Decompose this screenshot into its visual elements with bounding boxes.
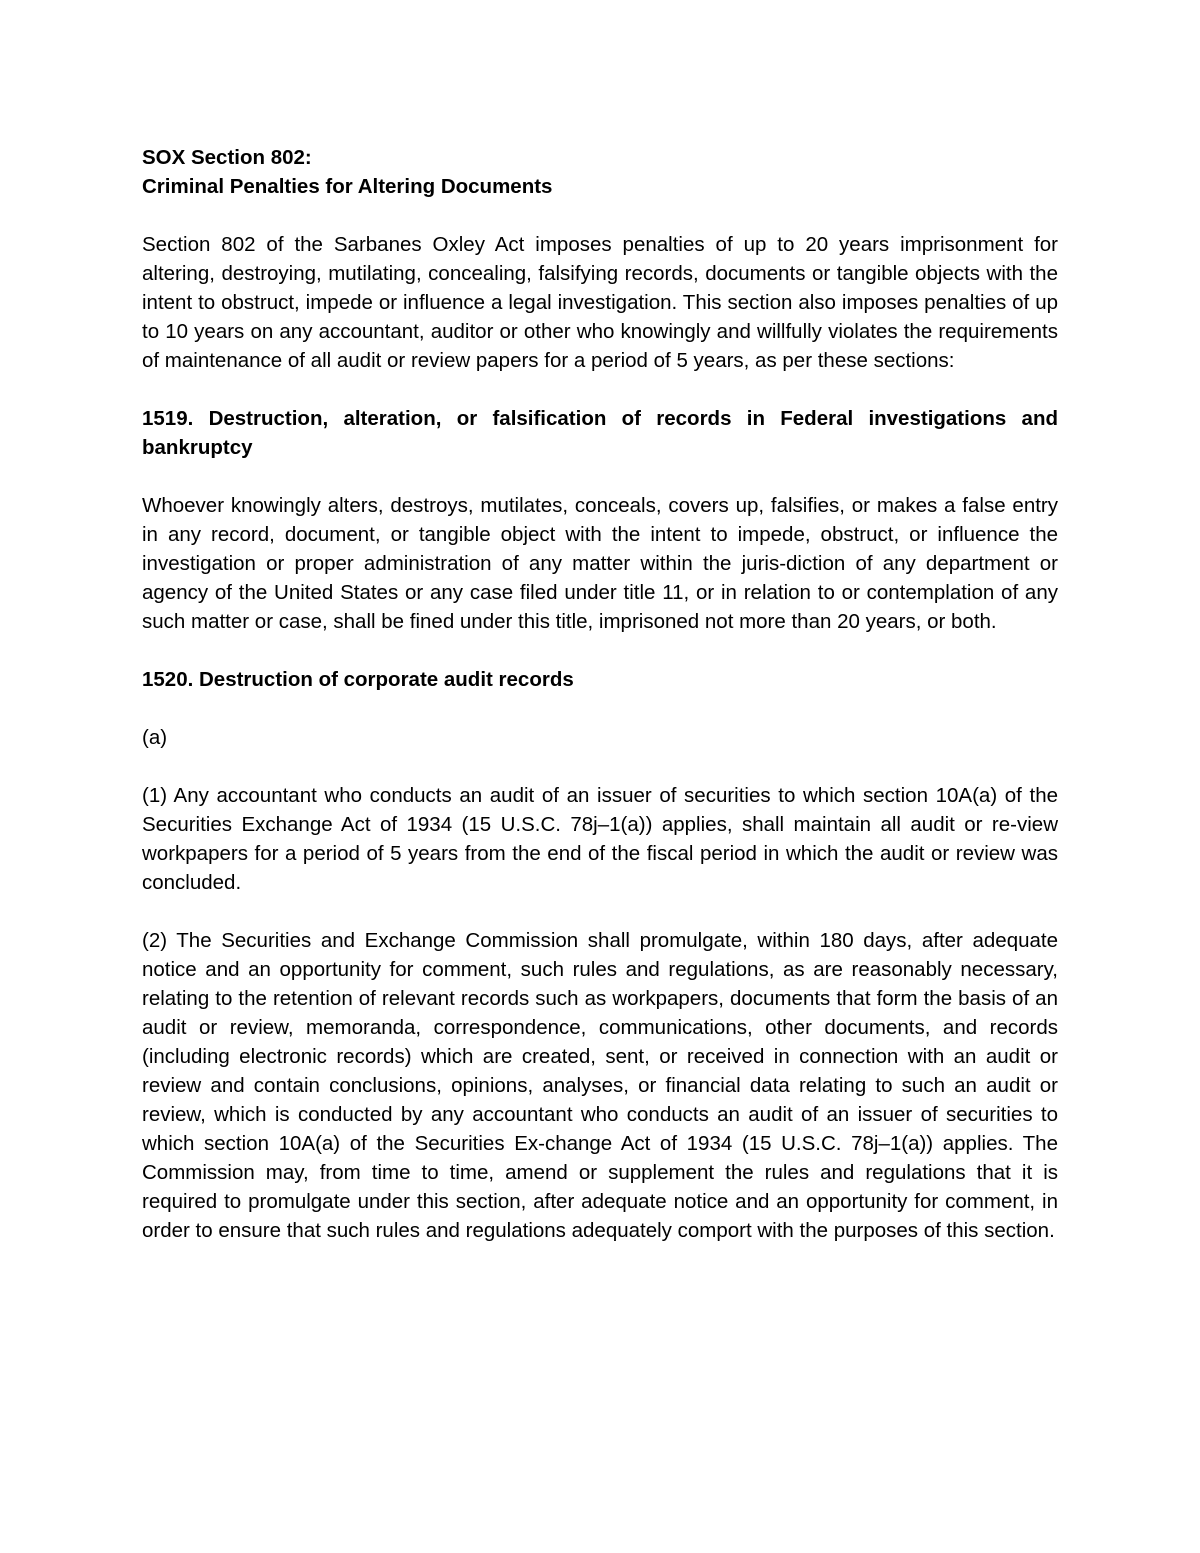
section-1520-heading: 1520. Destruction of corporate audit records	[142, 668, 574, 691]
document-subtitle: Criminal Penalties for Altering Documents	[142, 175, 553, 198]
clause-2-paragraph: (2) The Securities and Exchange Commission shall promulgate, within 180 days, after adequate notice and an opportunity for comment, such rules and regulations, as are reasonably necessary, relating to the retention of relevant records such as workpapers, documents that form the basis of an audit or review, memoranda, correspondence, communications, other documents, and records (including electronic records) which are created, sent, or received in connection with an audit or review and contain conclusions, opinions, analyses, or financial data relating to such an audit or review, which is conducted by any accountant who conducts an audit of an issuer of securities to which section 10A(a) of the Securities Ex-change Act of 1934 (15 U.S.C. 78j–1(a)) applies. The Commission may, from time to time, amend or supplement the rules and regulations that it is required to promulgate under this section, after adequate notice and an opportunity for comment, in order to ensure that such rules and regulations adequately comport with the purposes of this section.	[142, 929, 1058, 1242]
document-heading	[142, 143, 1058, 201]
clause-1-paragraph: (1) Any accountant who conducts an audit of an issuer of securities to which section 10A(a) of the Securities Exchange Act of 1934 (15 U.S.C. 78j–1(a)) applies, shall maintain all audit or re-view workpapers for a period of 5 years from the end of the fiscal period in which the audit or review was concluded.	[142, 784, 1058, 894]
document-title: SOX Section 802:	[142, 146, 312, 169]
section-1519-heading: 1519. Destruction, alteration, or falsification of records in Federal investigations and bankruptcy	[142, 407, 1058, 459]
section-1519-body: Whoever knowingly alters, destroys, mutilates, conceals, covers up, falsifies, or makes a false entry in any record, document, or tangible object with the intent to impede, obstruct, or influence the investigation or proper administration of any matter within the juris-diction of any department or agency of the United States or any case filed under title 11, or in relation to or contemplation of any such matter or case, shall be fined under this title, imprisoned not more than 20 years, or both.	[142, 494, 1058, 633]
document-page	[142, 143, 1058, 1274]
subsection-a-label: (a)	[142, 726, 168, 749]
intro-paragraph: Section 802 of the Sarbanes Oxley Act imposes penalties of up to 20 years imprisonment for altering, destroying, mutilating, concealing, falsifying records, documents or tangible objects with the intent to obstruct, impede or influence a legal investigation. This section also imposes penalties of up to 10 years on any accountant, auditor or other who knowingly and willfully violates the requirements of maintenance of all audit or review papers for a period of 5 years, as per these sections:	[142, 233, 1058, 372]
